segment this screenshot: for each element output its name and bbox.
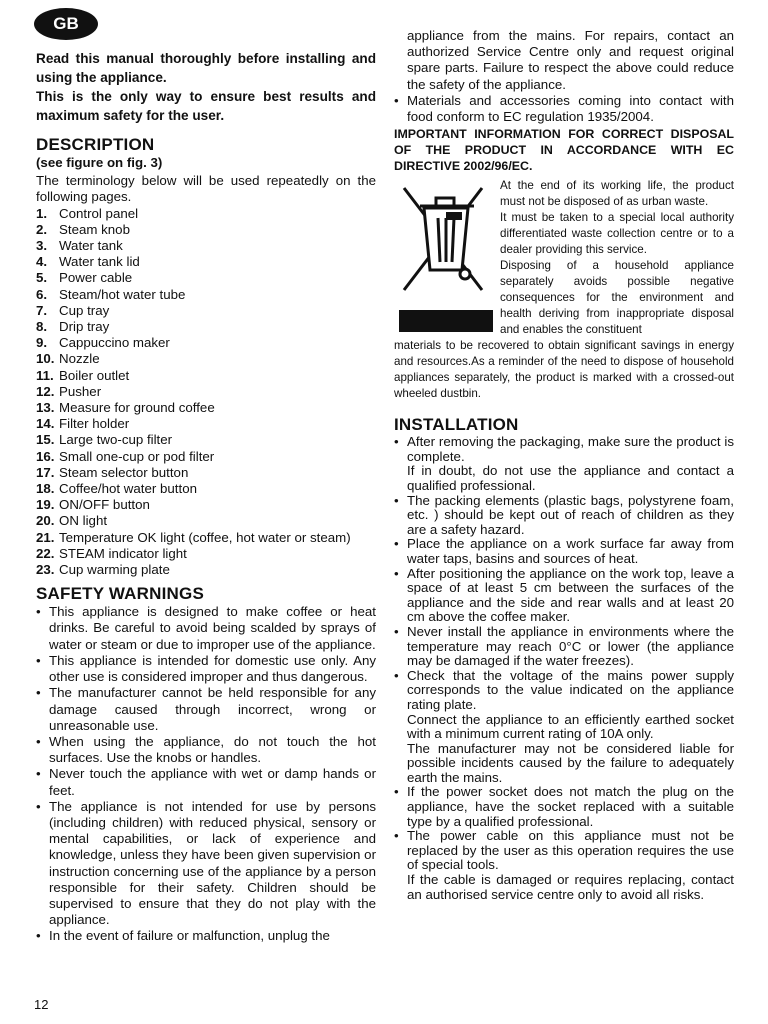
installation-item-text: After removing the packaging, make sure the product is complete.: [407, 434, 734, 464]
disposal-heading: IMPORTANT INFORMATION FOR CORRECT DISPOSAL OF THE PRODUCT IN ACCORDANCE WITH EC DIRECTIVE 2002/96/EC.: [394, 127, 734, 174]
installation-item-text: Check that the voltage of the mains power supply corresponds to the value indicated on the appliance rating plate.: [407, 667, 734, 712]
item-label: ON light: [59, 513, 108, 529]
item-number: 14.: [36, 416, 55, 432]
disposal-p1: At the end of its working life, the product must not be disposed of as urban waste.: [500, 179, 734, 209]
intro-line-2: This is the only way to ensure best results and maximum safety for the user.: [36, 89, 376, 123]
item-number: 1.: [36, 205, 48, 221]
safety-list: [36, 604, 376, 944]
list-item: [36, 449, 376, 465]
installation-item-text: If the power socket does not match the plug on the appliance, have the socket replaced with a suitable type by a qualified professional.: [407, 784, 734, 829]
installation-heading: INSTALLATION: [394, 415, 519, 435]
left-column: [36, 49, 376, 945]
installation-note: The manufacturer may not be considered liable for possible incidents caused by the failure to adequately earth the mains.: [407, 740, 734, 785]
disposal-p3a: Disposing of a household appliance separately avoids possible negative consequences for the environment and health deriving from inappropriate disposal and enables the constituent: [500, 259, 734, 337]
item-number: 12.: [36, 383, 55, 399]
description-heading: DESCRIPTION: [36, 135, 155, 154]
item-label: Drip tray: [59, 319, 110, 335]
item-number: 8.: [36, 319, 48, 335]
installation-item: [394, 669, 734, 713]
list-item: [36, 238, 376, 254]
right-column: [394, 28, 734, 902]
list-item: [36, 400, 376, 416]
list-item: [36, 513, 376, 529]
item-number: 10.: [36, 351, 55, 367]
item-label: ON/OFF button: [59, 497, 150, 513]
safety-item: • The appliance is not intended for use by persons (including children) with reduced physical, sensory or mental capabilities, or lack of experience and knowledge, unless they have been given supervision or instruction concerning use of the appliance by a person responsible for their safety. Children should be supervised to ensure that they do not play with the appliance.: [36, 799, 376, 929]
list-item: [36, 562, 376, 578]
item-label: Water tank: [59, 238, 123, 254]
item-number: 16.: [36, 448, 55, 464]
installation-item-text: The power cable on this appliance must not be replaced by the user as this operation requires the use of special tools.: [407, 828, 734, 873]
item-number: 13.: [36, 400, 55, 416]
safety-continuation: appliance from the mains. For repairs, contact an authorized Service Centre only and request original spare parts. Failure to respect the above could reduce the safety of the appliance.: [407, 28, 734, 92]
description-subheading: (see figure on fig. 3): [36, 155, 163, 170]
item-number: 4.: [36, 254, 48, 270]
installation-item-text: Never install the appliance in environments where the temperature may reach 0°C or lower (the appliance may be damaged if the water freezes).: [407, 623, 734, 669]
item-number: 21.: [36, 529, 55, 545]
language-badge: GB: [34, 8, 98, 40]
item-label: Nozzle: [59, 351, 100, 367]
item-number: 11.: [36, 367, 54, 383]
list-item: [36, 530, 376, 546]
list-item: [36, 497, 376, 513]
item-number: 6.: [36, 286, 48, 302]
item-number: 2.: [36, 221, 48, 237]
safety-item: • In the event of failure or malfunction, unplug the: [36, 928, 376, 944]
safety-item: • This appliance is intended for domestic use only. Any other use is considered improper and thus dangerous.: [36, 653, 376, 685]
item-label: Control panel: [59, 205, 139, 221]
list-item: [36, 335, 376, 351]
safety-item: • This appliance is designed to make coffee or heat drinks. Be careful to avoid being scalded by sprays of water or steam or due to improper use of the appliance.: [36, 604, 376, 653]
list-item: [36, 465, 376, 481]
item-label: Power cable: [59, 270, 133, 286]
item-label: Water tank lid: [59, 254, 140, 270]
item-label: Small one-cup or pod filter: [59, 448, 215, 464]
item-number: 17.: [36, 464, 55, 480]
list-item: [36, 368, 376, 384]
item-label: Measure for ground coffee: [59, 400, 215, 416]
item-number: 5.: [36, 270, 48, 286]
page-number: 12: [34, 997, 49, 1012]
materials-item: • Materials and accessories coming into contact with food conform to EC regulation 1935/2004.: [394, 93, 734, 125]
installation-item: [394, 829, 734, 873]
description-text: The terminology below will be used repeatedly on the following pages.: [36, 173, 376, 205]
safety-item: • Never touch the appliance with wet or damp hands or feet.: [36, 766, 376, 798]
list-item: [36, 206, 376, 222]
list-item: [36, 416, 376, 432]
item-label: Cup tray: [59, 302, 110, 318]
item-label: Steam knob: [59, 221, 130, 237]
item-label: Steam/hot water tube: [59, 286, 186, 302]
intro-line-1: Read this manual thoroughly before installing and using the appliance.: [36, 51, 376, 85]
item-number: 20.: [36, 513, 55, 529]
disposal-p2: It must be taken to a special local authority differentiated waste collection centre or to a dealer providing this service.: [500, 211, 734, 257]
item-label: Coffee/hot water button: [59, 481, 197, 497]
terminology-list: [36, 206, 376, 579]
list-item: [36, 254, 376, 270]
crossed-out-bin-icon: [394, 178, 500, 338]
safety-heading: SAFETY WARNINGS: [36, 584, 204, 604]
installation-list: [394, 435, 734, 902]
installation-item: [394, 494, 734, 538]
installation-item-text: The packing elements (plastic bags, polystyrene foam, etc. ) should be kept out of reach of children as they are a safety hazard.: [407, 492, 734, 537]
installation-note: Connect the appliance to an efficiently earthed socket with a minimum current rating of 10A only.: [407, 711, 734, 742]
item-label: STEAM indicator light: [59, 545, 187, 561]
list-item: [36, 481, 376, 497]
disposal-text: [500, 178, 734, 338]
installation-item: [394, 537, 734, 566]
list-item: [36, 351, 376, 367]
list-item: [36, 319, 376, 335]
item-label: Boiler outlet: [59, 367, 130, 383]
item-label: Temperature OK light (coffee, hot water or steam): [59, 529, 351, 545]
list-item: [36, 384, 376, 400]
disposal-block: [394, 178, 734, 338]
safety-item: • When using the appliance, do not touch the hot surfaces. Use the knobs or handles.: [36, 734, 376, 766]
item-label: Large two-cup filter: [59, 432, 173, 448]
list-item: [36, 432, 376, 448]
item-label: Pusher: [59, 383, 102, 399]
installation-item-text: Place the appliance on a work surface far away from water taps, basins and sources of heat.: [407, 536, 734, 566]
item-number: 9.: [36, 335, 48, 351]
materials-list: [394, 93, 734, 125]
item-label: Steam selector button: [59, 464, 189, 480]
item-label: Cappuccino maker: [59, 335, 170, 351]
list-item: [36, 287, 376, 303]
item-label: Cup warming plate: [59, 562, 170, 578]
installation-item-text: After positioning the appliance on the work top, leave a space of at least 5 cm between the surfaces of the appliance and the side and rear walls and at least 20 cm above the coffee maker.: [407, 565, 734, 625]
safety-item: • The manufacturer cannot be held responsible for any damage caused through incorrect, wrong or unreasonable use.: [36, 685, 376, 734]
item-number: 7.: [36, 302, 48, 318]
installation-item: [394, 785, 734, 829]
installation-note: If the cable is damaged or requires replacing, contact an authorised service centre only to avoid all risks.: [407, 872, 734, 902]
item-number: 3.: [36, 238, 48, 254]
item-number: 18.: [36, 481, 55, 497]
list-item: [36, 270, 376, 286]
list-item: [36, 303, 376, 319]
item-number: 15.: [36, 432, 55, 448]
installation-item: [394, 567, 734, 625]
item-number: 19.: [36, 497, 55, 513]
item-label: Filter holder: [59, 416, 130, 432]
list-item: [36, 222, 376, 238]
installation-item: [394, 625, 734, 669]
installation-note: If in doubt, do not use the appliance and contact a qualified professional.: [407, 463, 734, 493]
list-item: [36, 546, 376, 562]
installation-item: [394, 435, 734, 464]
item-number: 22.: [36, 545, 55, 561]
disposal-p3b: materials to be recovered to obtain significant savings in energy and resources.As a reminder of the need to dispose of household appliances separately, the product is marked with a crossed-out wheeled dustbin.: [394, 339, 734, 401]
item-number: 23.: [36, 562, 55, 578]
